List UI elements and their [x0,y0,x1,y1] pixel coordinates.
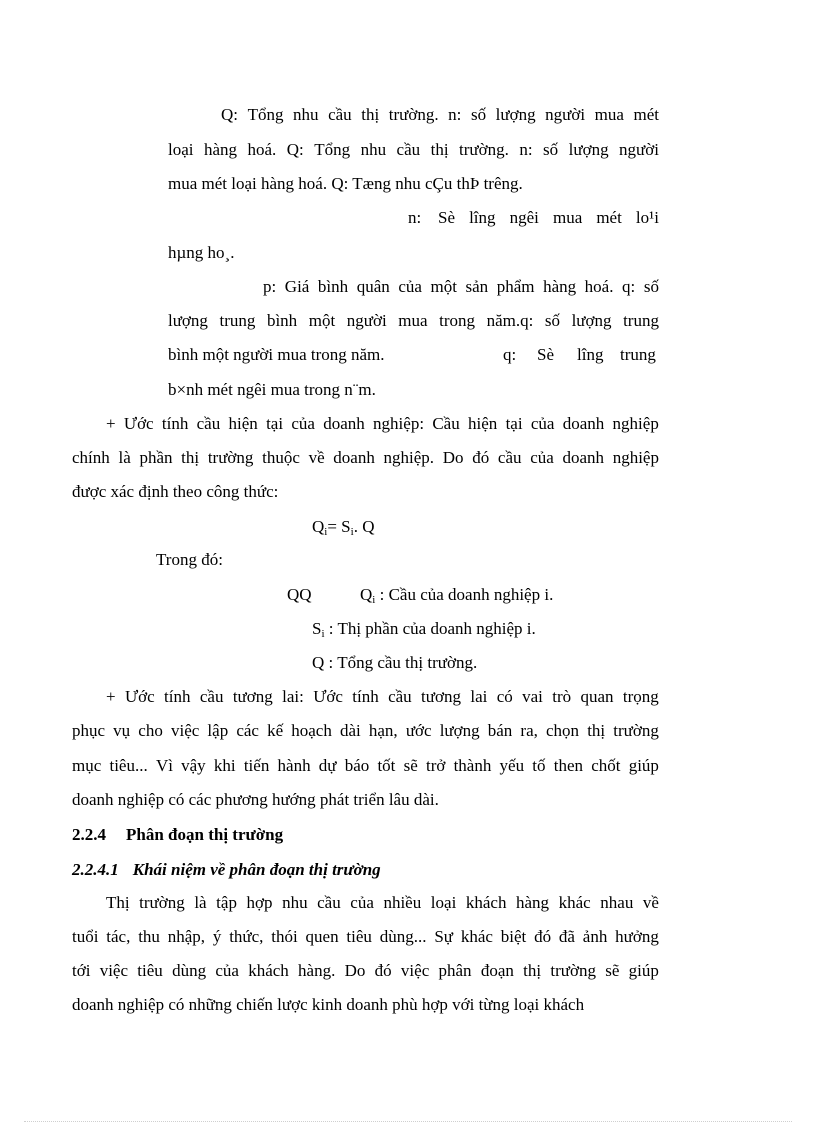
word: lai: [282,687,304,706]
word: tính [161,414,189,433]
word: tiêu [137,961,163,980]
word: thị [361,105,380,124]
word: thành [453,756,492,775]
word: tập [216,893,237,912]
word: bán [487,721,513,740]
word: quan [580,687,614,706]
word: tới [72,961,91,980]
word: nhu [293,105,319,124]
word: phẩm [496,277,535,296]
word: tác, [106,927,131,946]
word: phục [72,721,106,740]
word: ý [212,927,222,946]
word: q: [622,277,636,296]
word: tiêu... [109,756,148,775]
line-8-q: q: [503,345,517,364]
para-1-line-3: được xác định theo công thức: [72,482,279,501]
word: lượng [439,721,480,740]
word: đó [534,927,552,946]
line-4-label: n: [408,208,422,227]
word: phần [139,448,173,467]
word: Tổng [247,105,284,124]
word: Ước [124,687,155,706]
word: trở [425,756,446,775]
word: tương [232,687,273,706]
word: tính [352,687,379,706]
word: lượng [571,311,612,330]
word: chọn [546,721,580,740]
word: hoá. [247,140,277,159]
word: cầu [196,414,221,433]
word: Sè [438,208,455,227]
word: Ước [123,414,154,433]
word: Tổng [314,140,351,159]
word: của [350,893,374,912]
word: Vì [155,756,173,775]
word: mua [398,311,428,330]
word: nhau [600,893,634,912]
word: khách [465,893,507,912]
word: hoạch [291,721,332,740]
word: + [106,414,116,433]
word: thói [271,927,298,946]
word: cầu [497,448,522,467]
para-2-line-1 [106,687,659,707]
line-6 [263,277,659,297]
word: nghiệp: [373,414,425,433]
section-line-3 [72,961,659,981]
word: nghiệp [612,414,659,433]
heading-number: 2.2.4.1 [72,860,119,879]
word: số [643,277,659,296]
word: số [470,105,487,124]
word: vụ [113,721,131,740]
word: ra, [520,721,538,740]
word: hoá. [584,277,614,296]
word: việc [99,961,129,980]
line-8-luong: lîng [577,345,604,364]
word: của [530,414,555,433]
word: dự [318,756,337,775]
word: có [496,687,513,706]
def-si: $S_i$ : Thị phần của doanh nghiệp i. [312,619,536,640]
word: mua [552,208,583,227]
word: tại [505,414,523,433]
word: lập [207,721,229,740]
word: tại [266,414,284,433]
word: ảnh [582,927,608,946]
word: doanh [562,448,605,467]
word: nghiệp [612,448,659,467]
word: người [346,311,387,330]
word: hàng [543,277,577,296]
word: dùng... [379,927,427,946]
heading-title: Phân đoạn thị trường [126,825,284,844]
word: thị [181,448,200,467]
word: trường [139,893,185,912]
word: khách [248,961,289,980]
trong-do-label: Trong đó: [156,550,223,569]
word: đoạn [480,961,514,980]
word: lai [470,687,488,706]
word: dài [339,721,361,740]
word: chính [72,448,110,467]
word: trường [550,961,596,980]
word: hưởng [615,927,659,946]
word: các [236,721,259,740]
word: một [430,277,457,296]
para-2-line-4: doanh nghiệp có các phương hướng phát triển lâu dài. [72,790,439,809]
word: Q: [286,140,304,159]
word: doanh [323,414,365,433]
word: sẽ [403,756,418,775]
word: là [194,893,207,912]
word: ước [405,721,432,740]
word: là [118,448,131,467]
def-qi: $Q_i$ : Cầu của doanh nghiệp i. [360,585,554,606]
word: hợp [246,893,273,912]
line-8-se: Sè [537,345,554,364]
word: hàng [203,140,238,159]
line-2 [168,140,659,160]
word: Sự [434,927,453,946]
word: một [308,311,336,330]
word: tuổi [72,927,99,946]
heading-2-2-4 [72,825,283,845]
word: thuộc [262,448,300,467]
word: ngêi [509,208,539,227]
word: Ước [313,687,343,706]
word: lượng [168,311,208,330]
word: nhu [360,140,387,159]
def-qq: QQ [287,585,312,604]
heading-number: 2.2.4 [72,825,106,844]
word: tiêu [346,927,372,946]
word: thị [430,140,449,159]
word: cầu [317,893,341,912]
word: hạn, [368,721,398,740]
line-9: b×nh mét ngêi mua trong n¨m. [168,380,376,399]
word: khác [558,893,591,912]
word: lượng [495,105,536,124]
word: thu [138,927,160,946]
word: hàng [516,893,550,912]
word: cho [138,721,163,740]
para-2-line-2 [72,721,659,741]
word: tốt [377,756,396,775]
word: trường [613,721,659,740]
word: đó [374,961,392,980]
word: quân [356,277,390,296]
word: nhập, [167,927,206,946]
word: về [642,893,659,912]
word: Do [442,448,464,467]
line-3: mua mét loại hàng hoá. Q: Tæng nhu cÇu thÞ trêng. [168,174,523,193]
word: bình [266,311,298,330]
word: khi [213,756,236,775]
word: Do [344,961,366,980]
heading-title: Khái niệm về phân đoạn thị trường [132,860,381,879]
word: giúp [628,756,659,775]
line-8-trung: trung [620,345,656,364]
word: mét [596,208,622,227]
word: thị [523,961,542,980]
word: nhu [282,893,308,912]
word: sản [465,277,489,296]
word: báo [344,756,370,775]
footer-divider [24,1121,792,1122]
word: hành [277,756,311,775]
word: thị [587,721,606,740]
word: việc [400,961,430,980]
word: nhiều [383,893,422,912]
word: sẽ [605,961,620,980]
word: người [545,105,586,124]
word: tương [421,687,461,706]
word: trường [207,448,254,467]
word: trường. [388,105,439,124]
word: n: [519,140,533,159]
word: tính [164,687,191,706]
word: Thị [106,893,130,912]
word: thức, [229,927,264,946]
word: trường. [459,140,509,159]
word: mua [594,105,624,124]
section-line-4: doanh nghiệp có những chiến lược kinh doanh phù hợp với từng loại khách [72,995,585,1014]
word: tiến [243,756,270,775]
line-5: hµng ho¸. [168,243,235,262]
word: biệt [500,927,527,946]
word: phân [438,961,472,980]
word: khác [460,927,493,946]
word: trò [552,687,572,706]
word: lượng [568,140,609,159]
line-7 [168,311,659,331]
word: cầu [388,687,412,706]
word: kế [267,721,284,740]
word: của [291,414,315,433]
section-line-2 [72,927,659,947]
word: năm.q: [486,311,534,330]
word: trung [219,311,256,330]
def-q: Q : Tổng cầu thị trường. [312,653,478,672]
section-line-1 [106,893,659,913]
word: cầu [396,140,421,159]
word: nghiệp. [383,448,435,467]
word: n: [448,105,462,124]
word: số [543,140,559,159]
word: cầu [199,687,224,706]
word: yếu [499,756,525,775]
word: Q: [221,105,238,124]
word: loại [430,893,457,912]
word: cầu [328,105,352,124]
word: về [308,448,325,467]
para-2-line-3 [72,756,659,776]
word: + [106,687,116,706]
word: số [544,311,560,330]
word: hiện [228,414,258,433]
word: đó [472,448,490,467]
word: của [215,961,239,980]
word: bình [317,277,349,296]
line-4-text [438,208,659,228]
word: p: [263,277,277,296]
word: vậy [181,756,206,775]
para-1-line-1 [106,414,659,434]
line-8-text: bình một người mua trong năm. [168,345,385,364]
word: trung [623,311,659,330]
word: việc [170,721,200,740]
word: đã [558,927,575,946]
word: doanh [333,448,375,467]
word: hàng. [298,961,336,980]
word: then [553,756,584,775]
word: mục [72,756,102,775]
word: loại [168,140,194,159]
word: của [530,448,554,467]
word: giúp [628,961,659,980]
word: mét [633,105,659,124]
word: doanh [562,414,605,433]
word: quen [305,927,339,946]
word: Cầu [432,414,460,433]
word: của [398,277,422,296]
line-1 [221,105,659,125]
word: trọng [622,687,659,706]
word: dùng [172,961,207,980]
word: tố [532,756,546,775]
word: trong [439,311,475,330]
formula: $Q_i= S_i$. Q [312,517,375,538]
word: lo¹i [635,208,659,227]
para-1-line-2 [72,448,659,468]
word: người [619,140,659,159]
word: Giá [284,277,310,296]
word: hiện [468,414,498,433]
word: vai [522,687,543,706]
word: chốt [591,756,621,775]
word: lîng [469,208,496,227]
heading-2-2-4-1 [72,860,381,880]
